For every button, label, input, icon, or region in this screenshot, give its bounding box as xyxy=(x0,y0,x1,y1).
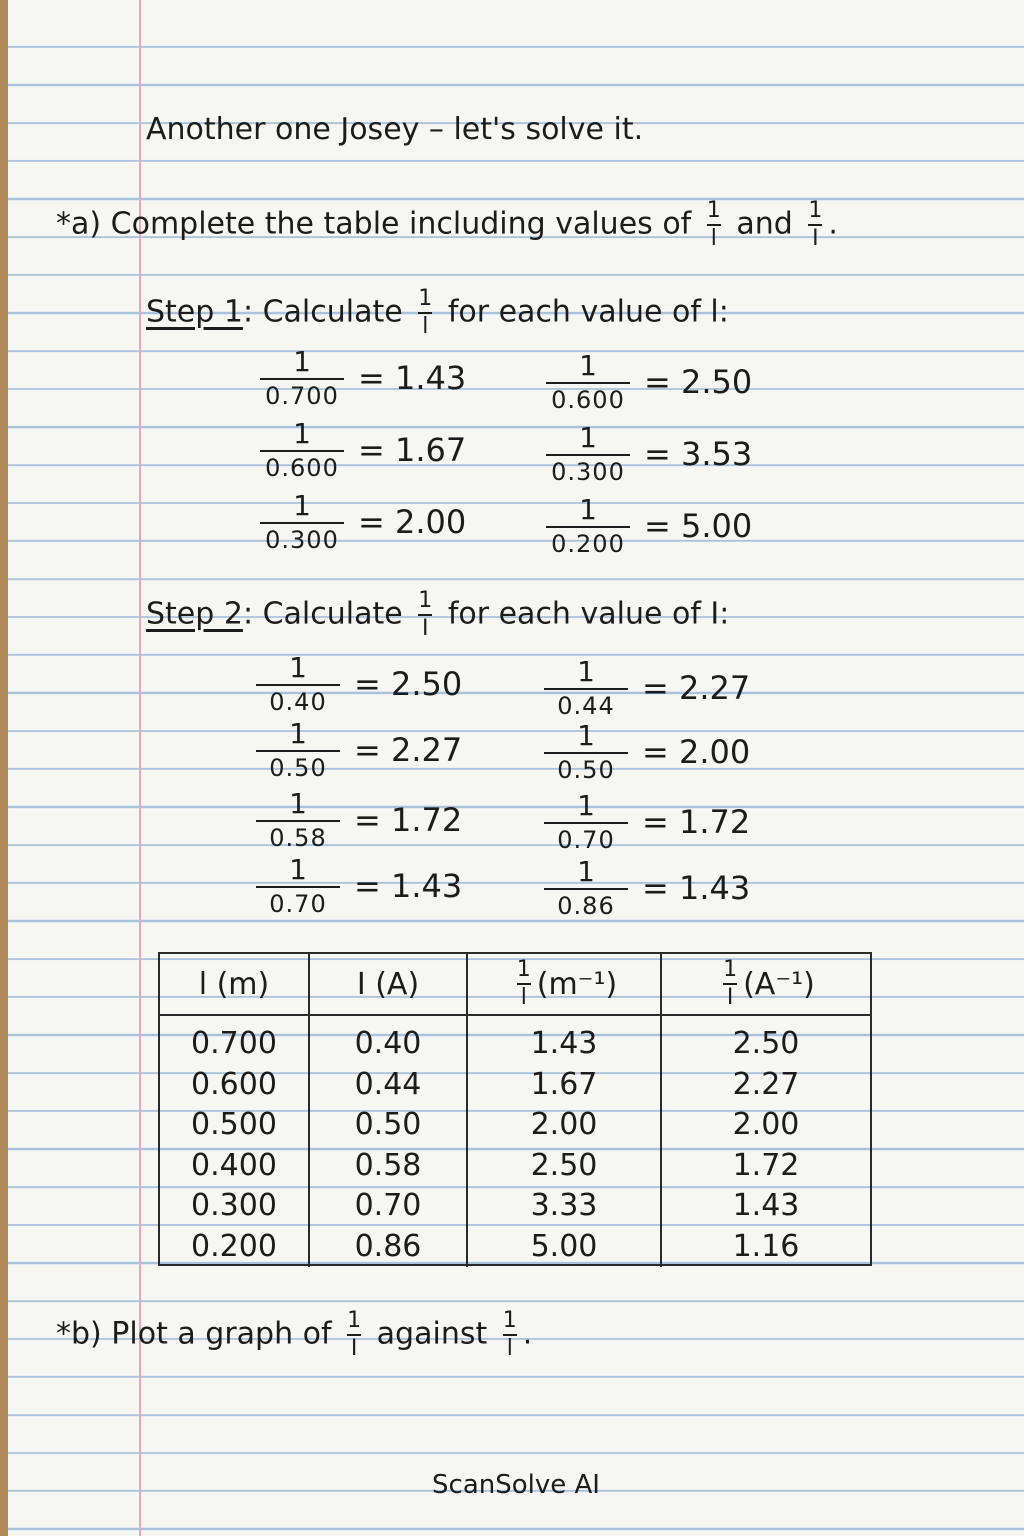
step-2-calc: 1 0.86 = 1.43 xyxy=(544,858,750,918)
step-2-text: Calculate xyxy=(262,596,403,632)
notebook-paper xyxy=(8,0,1024,1536)
table-cell: 2.00 xyxy=(530,1107,598,1142)
step-1-calc: 1 0.300 = 3.53 xyxy=(546,424,752,484)
step-2-calc: 1 0.70 = 1.43 xyxy=(256,856,462,916)
part-b-against: against xyxy=(376,1316,488,1352)
table-cell: 0.200 xyxy=(191,1228,277,1264)
table-cell: 2.00 xyxy=(732,1107,800,1142)
table-cell: 1.43 xyxy=(530,1026,598,1061)
table-cell: 5.00 xyxy=(530,1228,598,1264)
table-cell: 1.72 xyxy=(732,1147,800,1183)
table-cell: 2.50 xyxy=(530,1147,598,1183)
step-1-heading: Step 1: Calculate $\frac{1}{l}$ for each value of l: xyxy=(146,286,729,339)
part-b-marker: *b) xyxy=(56,1316,102,1352)
step-2-calc: 1 0.50 = 2.27 xyxy=(256,720,462,780)
part-a-marker: *a) xyxy=(56,206,102,242)
table-cell: 2.27 xyxy=(732,1066,800,1102)
table-cell: 1.67 xyxy=(530,1066,598,1102)
table-column-current xyxy=(310,1016,468,1267)
table-cell: 1.16 xyxy=(732,1228,800,1264)
table-column-length xyxy=(160,1016,310,1267)
table-cell: 2.50 xyxy=(732,1026,800,1061)
table-column-inverse-length xyxy=(468,1016,662,1267)
table-column-inverse-current xyxy=(662,1016,870,1267)
table-cell: 0.58 xyxy=(354,1147,422,1183)
step-2-label: Step 2 xyxy=(146,596,243,632)
step-2-calc: 1 0.44 = 2.27 xyxy=(544,658,750,718)
table-cell: 0.86 xyxy=(354,1228,422,1264)
part-b-question: *b) Plot a graph of $\frac{1}{I}$ against $\frac{1}{l}$ . xyxy=(56,1308,533,1361)
table-header-inverse-current: $\frac{1}{I}$ (A⁻¹) xyxy=(662,954,870,1016)
step-2-calc: 1 0.70 = 1.72 xyxy=(544,792,750,852)
step-2-calc: 1 0.50 = 2.00 xyxy=(544,722,750,782)
step-1-calc: 1 0.700 = 1.43 xyxy=(260,348,466,408)
part-b-text: Plot a graph of xyxy=(111,1316,332,1352)
fraction-one-over-l: $\frac{1}{l}$ xyxy=(502,1308,517,1361)
table-header-current: I (A) xyxy=(310,954,468,1016)
step-1-label: Step 1 xyxy=(146,294,243,330)
step-2-heading: Step 2: Calculate $\frac{1}{I}$ for each value of I: xyxy=(146,588,730,641)
fraction-one-over-i: $\frac{1}{I}$ xyxy=(808,198,823,251)
table-header-length: l (m) xyxy=(160,954,310,1016)
step-1-calc: 1 0.300 = 2.00 xyxy=(260,492,466,552)
part-a-question: *a) Complete the table including values of $\frac{1}{l}$ and $\frac{1}{I}$ . xyxy=(56,198,838,251)
table-cell: 0.70 xyxy=(354,1188,422,1223)
fraction-one-over-l: $\frac{1}{l}$ xyxy=(706,198,721,251)
step-1-text: Calculate xyxy=(262,294,403,330)
fraction-one-over-i: $\frac{1}{I}$ xyxy=(418,588,433,641)
part-a-text: Complete the table including values of xyxy=(110,206,692,242)
fraction-one-over-i: $\frac{1}{I}$ xyxy=(347,1308,362,1361)
table-cell: 1.43 xyxy=(732,1188,800,1223)
table-cell: 0.600 xyxy=(191,1066,277,1102)
table-cell: 0.44 xyxy=(354,1066,422,1102)
table-cell: 0.500 xyxy=(191,1107,277,1142)
table-cell: 0.300 xyxy=(191,1188,277,1223)
part-a-and: and xyxy=(736,206,793,242)
table-cell: 0.400 xyxy=(191,1147,277,1183)
fraction-one-over-l: $\frac{1}{l}$ xyxy=(418,286,433,339)
step-1-calc: 1 0.200 = 5.00 xyxy=(546,496,752,556)
step-1-text-after: for each value of l: xyxy=(447,294,729,330)
table-cell: 3.33 xyxy=(530,1188,598,1223)
table-cell: 0.700 xyxy=(191,1026,277,1061)
step-1-calc: 1 0.600 = 1.67 xyxy=(260,420,466,480)
table-cell: 0.50 xyxy=(354,1107,422,1142)
step-2-calc: 1 0.58 = 1.72 xyxy=(256,790,462,850)
step-2-calc: 1 0.40 = 2.50 xyxy=(256,654,462,714)
intro-line: Another one Josey – let's solve it. xyxy=(146,112,644,147)
table-header-inverse-length: $\frac{1}{l}$ (m⁻¹) xyxy=(468,954,662,1016)
step-2-text-after: for each value of I: xyxy=(447,596,730,632)
table-cell: 0.40 xyxy=(354,1026,422,1061)
step-1-calc: 1 0.600 = 2.50 xyxy=(546,352,752,412)
results-table xyxy=(158,952,872,1266)
footer-watermark: ScanSolve AI xyxy=(432,1470,600,1500)
